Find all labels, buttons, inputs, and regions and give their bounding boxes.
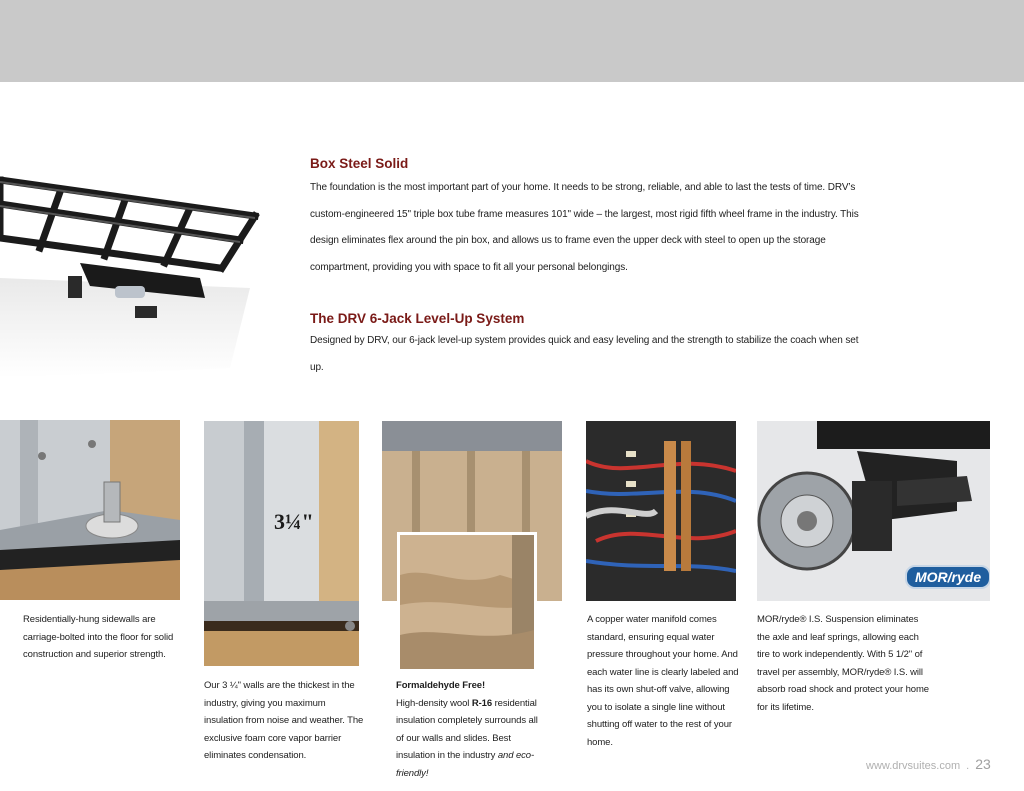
wall-section-photo bbox=[204, 421, 359, 666]
steel-frame-illustration bbox=[0, 168, 270, 378]
water-manifold-photo bbox=[586, 421, 736, 601]
insulation-caption-text-a: High-density wool bbox=[396, 697, 472, 709]
suspension-caption: MOR/ryde® I.S. Suspension eliminates the axle and leaf springs, allowing each tire to work independently. With 5 1/2" of travel per assembly, MOR/ryde® I.S. will absorb road shock and protect your home for its lifetime. bbox=[757, 614, 929, 713]
manifold-caption: A copper water manifold comes standard, ensuring equal water pressure throughout your home. And each water line is clearly labeled and has its own shut-off valve, allowing you to isolate a single line without shutting off water to the rest of your home. bbox=[587, 614, 739, 748]
sidewall-caption: Residentially-hung sidewalls are carriage-bolted into the floor for solid construction and superior strength. bbox=[23, 614, 174, 660]
wall-thickness-label: 3¼" bbox=[274, 509, 314, 534]
footer-url[interactable]: www.drvsuites.com bbox=[866, 760, 961, 772]
suspension-photo bbox=[757, 421, 990, 601]
insulation-caption-text-b: residential insulation completely surrounds all of our walls and slides. Best insulation in the industry bbox=[396, 697, 538, 761]
insulation-front-photo bbox=[397, 532, 537, 672]
level-up-heading: The DRV 6-Jack Level-Up System bbox=[310, 311, 525, 326]
insulation-r-value: R-16 bbox=[471, 697, 493, 709]
page-footer bbox=[866, 756, 991, 772]
walls-caption: Our 3 ¼" walls are the thickest in the industry, giving you maximum insulation from noise and weather. The exclusive foam core vapor barrier eliminates condensation. bbox=[204, 680, 364, 761]
box-steel-heading: Box Steel Solid bbox=[310, 156, 409, 171]
sidewall-bolt-photo bbox=[0, 420, 180, 600]
top-banner bbox=[0, 0, 1024, 82]
frame-photo bbox=[0, 168, 270, 378]
box-steel-section bbox=[310, 156, 870, 281]
box-steel-paragraph: The foundation is the most important part of your home. It needs to be strong, reliable, and able to last the tests of time. DRV’s custom-engineered 15" triple box tube frame measures 101" wide – the largest, most rigid fifth wheel frame in the industry. This design eliminates flex around the pin box, and allows us to frame even the upper deck with steel to open up the storage compartment, providing you with space to fit all your personal belongings. bbox=[310, 182, 859, 273]
insulation-eco-note: and eco-friendly! bbox=[396, 750, 535, 779]
insulation-caption-title: Formaldehyde Free! bbox=[396, 680, 486, 691]
page-number: 23 bbox=[975, 756, 991, 772]
insulation-caption bbox=[396, 677, 541, 782]
footer-separator: . bbox=[966, 760, 970, 772]
morryde-logo: MOR/ryde bbox=[905, 565, 990, 589]
level-up-paragraph: Designed by DRV, our 6-jack level-up system provides quick and easy leveling and the strength to stabilize the coach when set up. bbox=[310, 335, 859, 373]
level-up-section bbox=[310, 311, 870, 381]
